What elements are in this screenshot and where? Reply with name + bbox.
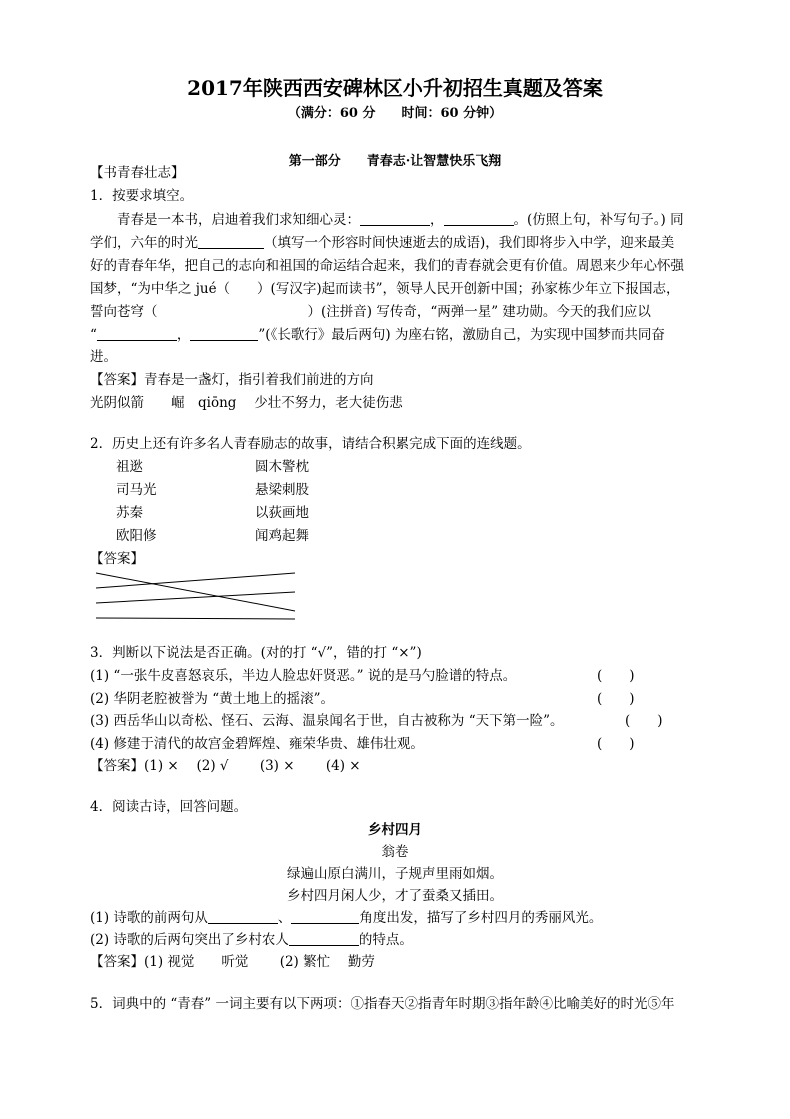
q1-answer-2: 光阴似箭 崛 qiōng 少壮不努力，老大徒伤悲 [90, 395, 403, 411]
q1-text: ”(《长歌行》最后两句) 为座右铭，激励自己，为实现中国梦而共同奋 [258, 327, 665, 343]
answer-blank[interactable] [444, 211, 514, 226]
q3-stem: 3．判断以下说法是否正确。(对的打 “√”，错的打 “×”) [90, 645, 422, 661]
q3-answer-paren[interactable]: ( ) [597, 736, 635, 752]
q2-right-item: 悬梁刺股 [255, 482, 309, 498]
q1-line3: 好的青春年华，把自己的志向和祖国的命运结合起来，我们的青春就会更有价值。周恩来少年心怀强 [90, 258, 684, 274]
answer-blank[interactable] [208, 909, 278, 924]
answer-blank[interactable] [198, 234, 264, 249]
q3-answer-paren[interactable]: ( ) [625, 713, 663, 729]
q1-line1 [117, 210, 684, 230]
q1-text: ， [430, 212, 444, 228]
page-title: 2017年陕西西安碑林区小升初招生真题及答案 [187, 76, 603, 100]
q4-sub1 [90, 908, 602, 928]
q4-sub2 [90, 930, 413, 950]
q1-text: 。(仿照上句，补写句子。) 同 [513, 212, 684, 228]
q1-text: 青春是一本书，启迪着我们求知细心灵： [117, 212, 360, 228]
q2-right-item: 以荻画地 [255, 505, 309, 521]
q3-item: (3) 西岳华山以奇松、怪石、云海、温泉闻名于世，自古被称为 “天下第一险”。 [90, 713, 564, 729]
poem-author: 翁卷 [381, 844, 409, 860]
q1-line2 [90, 233, 674, 253]
match-line [96, 573, 295, 588]
q3-item: (2) 华阴老腔被誉为 “黄土地上的摇滚”。 [90, 691, 335, 707]
q2-right-item: 圆木警枕 [255, 459, 309, 475]
q1-text: （填写一个形容时间快速逝去的成语)，我们即将步入中学，迎来最美 [264, 235, 675, 251]
part-title: 第一部分 青春志·让智慧快乐飞翔 [288, 154, 502, 169]
q1-line5 [90, 302, 651, 322]
q1-text: 学们，六年的时光 [90, 235, 198, 251]
q1-stem: 1．按要求填空。 [90, 188, 194, 204]
q3-item: (1) “一张牛皮喜怒哀乐，半边人脸忠奸贤恶。” 说的是马勺脸谱的特点。 [90, 668, 517, 684]
q1-text: “ [90, 327, 97, 343]
poem-line: 乡村四月闲人少，才了蚕桑又插田。 [287, 888, 503, 904]
q3-item: (4) 修建于清代的故宫金碧辉煌、雍荣华贵、雄伟壮观。 [90, 736, 424, 752]
match-line [96, 592, 295, 603]
poem-title: 乡村四月 [368, 822, 422, 838]
q1-line7: 进。 [90, 349, 117, 365]
q4-answer: 【答案】(1) 视觉 听觉 (2) 繁忙 勤劳 [90, 954, 375, 970]
exam-info: （满分：60 分 时间：60 分钟） [287, 106, 503, 121]
q4-text: 角度出发，描写了乡村四月的秀丽风光。 [359, 910, 603, 926]
poem-line: 绿遍山原白满川，子规声里雨如烟。 [287, 866, 503, 882]
matching-lines-figure [90, 565, 305, 625]
answer-blank[interactable] [291, 909, 359, 924]
q1-line4: 国梦，“为中华之 jué（ ）(写汉字)起而读书”，领导人民开创新中国；孙家栋少年立下报国志， [90, 281, 680, 297]
q2-right-item: 闻鸡起舞 [255, 528, 309, 544]
q2-left-item: 苏秦 [116, 505, 143, 521]
q2-left-item: 祖逖 [116, 459, 143, 475]
q4-text: (2) 诗歌的后两句突出了乡村农人 [90, 932, 289, 948]
q2-stem: 2．历史上还有许多名人青春励志的故事，请结合积累完成下面的连线题。 [90, 436, 531, 452]
q1-text: ， [176, 327, 191, 343]
q3-answer-paren[interactable]: ( ) [597, 691, 635, 707]
q1-text: ）(注拼音) 写传奇，“两弹一星” 建功勋。今天的我们应以 [307, 304, 651, 320]
match-line [96, 573, 295, 611]
answer-blank[interactable] [360, 211, 430, 226]
q1-text: 誓向苍穹（ [90, 304, 158, 320]
q4-text: 的特点。 [358, 932, 413, 948]
q1-line6 [90, 325, 665, 345]
answer-blank[interactable] [289, 931, 359, 946]
q3-answer-paren[interactable]: ( ) [597, 668, 635, 684]
q2-answer-label: 【答案】 [90, 551, 144, 567]
answer-blank[interactable] [190, 326, 258, 341]
q3-answer: 【答案】(1) × (2) √ (3) × (4) × [90, 758, 361, 774]
q2-left-item: 司马光 [116, 482, 157, 498]
q5-stem: 5．词典中的 “青春” 一词主要有以下两项：①指春天②指青年时期③指年龄④比喻美好的时光⑤年 [90, 996, 675, 1012]
answer-blank[interactable] [97, 326, 177, 341]
q2-left-item: 欧阳修 [116, 528, 157, 544]
q4-text: (1) 诗歌的前两句从 [90, 910, 208, 926]
q4-stem: 4．阅读古诗，回答问题。 [90, 799, 248, 815]
match-line [96, 618, 295, 619]
q4-text: 、 [277, 910, 292, 926]
block-label: 【书青春壮志】 [90, 165, 185, 181]
q1-answer: 【答案】青春是一盏灯，指引着我们前进的方向 [90, 372, 374, 388]
